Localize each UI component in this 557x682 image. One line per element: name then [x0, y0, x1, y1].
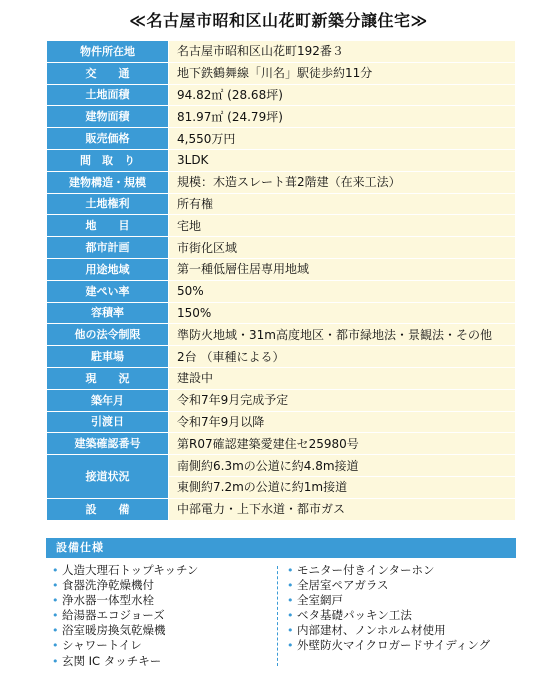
property-spec-table [46, 40, 516, 521]
spec-value: 南側約6.3mの公道に約4.8m接道 [169, 455, 516, 477]
equipment-item [52, 623, 198, 638]
spec-row [47, 280, 516, 302]
spec-row [47, 367, 516, 389]
equipment-item [287, 623, 490, 638]
spec-row [47, 433, 516, 455]
spec-value: 4,550万円 [169, 128, 516, 150]
equipment-item-label: 内部建材、ノンホルム材使用 [297, 623, 446, 638]
spec-value: 準防火地域・31m高度地区・都市緑地法・景観法・その他 [169, 324, 516, 346]
spec-label: 間 取 り [47, 149, 169, 171]
spec-row [47, 193, 516, 215]
bullet-icon: • [287, 609, 294, 623]
spec-label: 設 備 [47, 498, 169, 520]
equipment-item [52, 593, 198, 608]
spec-row [47, 128, 516, 150]
spec-label: 建物面積 [47, 106, 169, 128]
spec-value: 東側約7.2mの公道に約1m接道 [169, 476, 516, 498]
bullet-icon: • [287, 639, 294, 653]
spec-value: 規模：木造スレート葺2階建（在来工法） [169, 171, 516, 193]
equipment-item-label: 浴室暖房換気乾燥機 [62, 623, 166, 638]
bullet-icon: • [52, 579, 59, 593]
equipment-item [52, 563, 198, 578]
page-title: ≪名古屋市昭和区山花町新築分譲住宅≫ [129, 11, 428, 30]
bullet-icon: • [52, 624, 59, 638]
spec-row [47, 215, 516, 237]
spec-row [47, 149, 516, 171]
spec-row [47, 237, 516, 259]
spec-value: 第一種低層住居専用地域 [169, 258, 516, 280]
spec-value: 第R07確認建築愛建住セ25980号 [169, 433, 516, 455]
spec-label: 土地権利 [47, 193, 169, 215]
bullet-icon: • [287, 579, 294, 593]
bullet-icon: • [287, 564, 294, 577]
equipment-item-label: 玄関 IC タッチキー [62, 653, 162, 668]
spec-label: 築年月 [47, 389, 169, 411]
spec-value: 81.97㎡ (24.79坪) [169, 106, 516, 128]
spec-value: 94.82㎡ (28.68坪) [169, 84, 516, 106]
spec-value: 建設中 [169, 367, 516, 389]
equipment-item-label: モニター付きインターホン [297, 563, 435, 577]
equipment-item-label: 全室網戸 [297, 593, 343, 608]
bullet-icon: • [52, 594, 59, 608]
spec-value: 所有権 [169, 193, 516, 215]
spec-row [47, 171, 516, 193]
equipment-item [287, 563, 490, 578]
spec-label: 現 況 [47, 367, 169, 389]
spec-label: 建築確認番号 [47, 433, 169, 455]
spec-value: 3LDK [169, 149, 516, 171]
spec-row [47, 84, 516, 106]
spec-label: 都市計画 [47, 237, 169, 259]
spec-label: 建ぺい率 [47, 280, 169, 302]
spec-label: 地 目 [47, 215, 169, 237]
spec-label: 建物構造・規模 [47, 171, 169, 193]
equipment-list-left [52, 563, 198, 669]
equipment-item [287, 593, 490, 608]
spec-label: 接道状況 [47, 455, 169, 499]
equipment-item [52, 638, 198, 653]
equipment-divider [277, 566, 278, 666]
spec-value: 宅地 [169, 215, 516, 237]
equipment-item-label: 給湯器エコジョーズ [62, 608, 165, 623]
equipment-item-label: シャワートイレ [62, 638, 142, 653]
spec-row [47, 346, 516, 368]
equipment-item [52, 578, 198, 593]
spec-label: 交 通 [47, 62, 169, 84]
spec-value: 150% [169, 302, 516, 324]
equipment-item [287, 608, 490, 623]
equipment-list-right [287, 563, 490, 654]
spec-label: 駐車場 [47, 346, 169, 368]
spec-row [47, 41, 516, 63]
equipment-item [287, 638, 490, 653]
spec-row [47, 324, 516, 346]
equipment-item [52, 608, 198, 623]
spec-row [47, 106, 516, 128]
spec-label: 販売価格 [47, 128, 169, 150]
bullet-icon: • [287, 624, 294, 638]
equipment-item-label: 食器洗浄乾燥機付 [62, 578, 154, 593]
spec-label: 用途地域 [47, 258, 169, 280]
spec-row [47, 389, 516, 411]
equipment-item [287, 578, 490, 593]
equipment-item-label: 人造大理石トップキッチン [62, 563, 199, 577]
spec-row [47, 302, 516, 324]
equipment-item-label: 全居室ペアガラス [297, 578, 389, 593]
equipment-item-label: 浄水器一体型水栓 [62, 593, 154, 608]
spec-row [47, 62, 516, 84]
spec-value: 令和7年9月完成予定 [169, 389, 516, 411]
equipment-item-label: 外壁防火マイクロガードサイディング [297, 638, 491, 653]
spec-label: 土地面積 [47, 84, 169, 106]
bullet-icon: • [52, 654, 59, 668]
equipment-heading: 設備仕様 [46, 538, 516, 558]
spec-value: 地下鉄鶴舞線「川名」駅徒歩約11分 [169, 62, 516, 84]
bullet-icon: • [52, 609, 59, 623]
spec-row [47, 258, 516, 280]
spec-value: 市街化区域 [169, 237, 516, 259]
equipment-item [52, 654, 198, 669]
spec-row [47, 411, 516, 433]
spec-value: 50% [169, 280, 516, 302]
bullet-icon: • [287, 594, 294, 608]
spec-row [47, 498, 516, 520]
spec-row [47, 455, 516, 477]
spec-label: 容積率 [47, 302, 169, 324]
spec-value: 令和7年9月以降 [169, 411, 516, 433]
equipment-item-label: ベタ基礎パッキン工法 [297, 608, 412, 623]
spec-label: 他の法令制限 [47, 324, 169, 346]
bullet-icon: • [52, 564, 59, 577]
spec-value: 名古屋市昭和区山花町192番３ [169, 41, 516, 63]
spec-label: 引渡日 [47, 411, 169, 433]
spec-value: 中部電力・上下水道・都市ガス [169, 498, 516, 520]
spec-value: 2台 （車種による） [169, 346, 516, 368]
spec-label: 物件所在地 [47, 41, 169, 63]
bullet-icon: • [52, 639, 59, 653]
